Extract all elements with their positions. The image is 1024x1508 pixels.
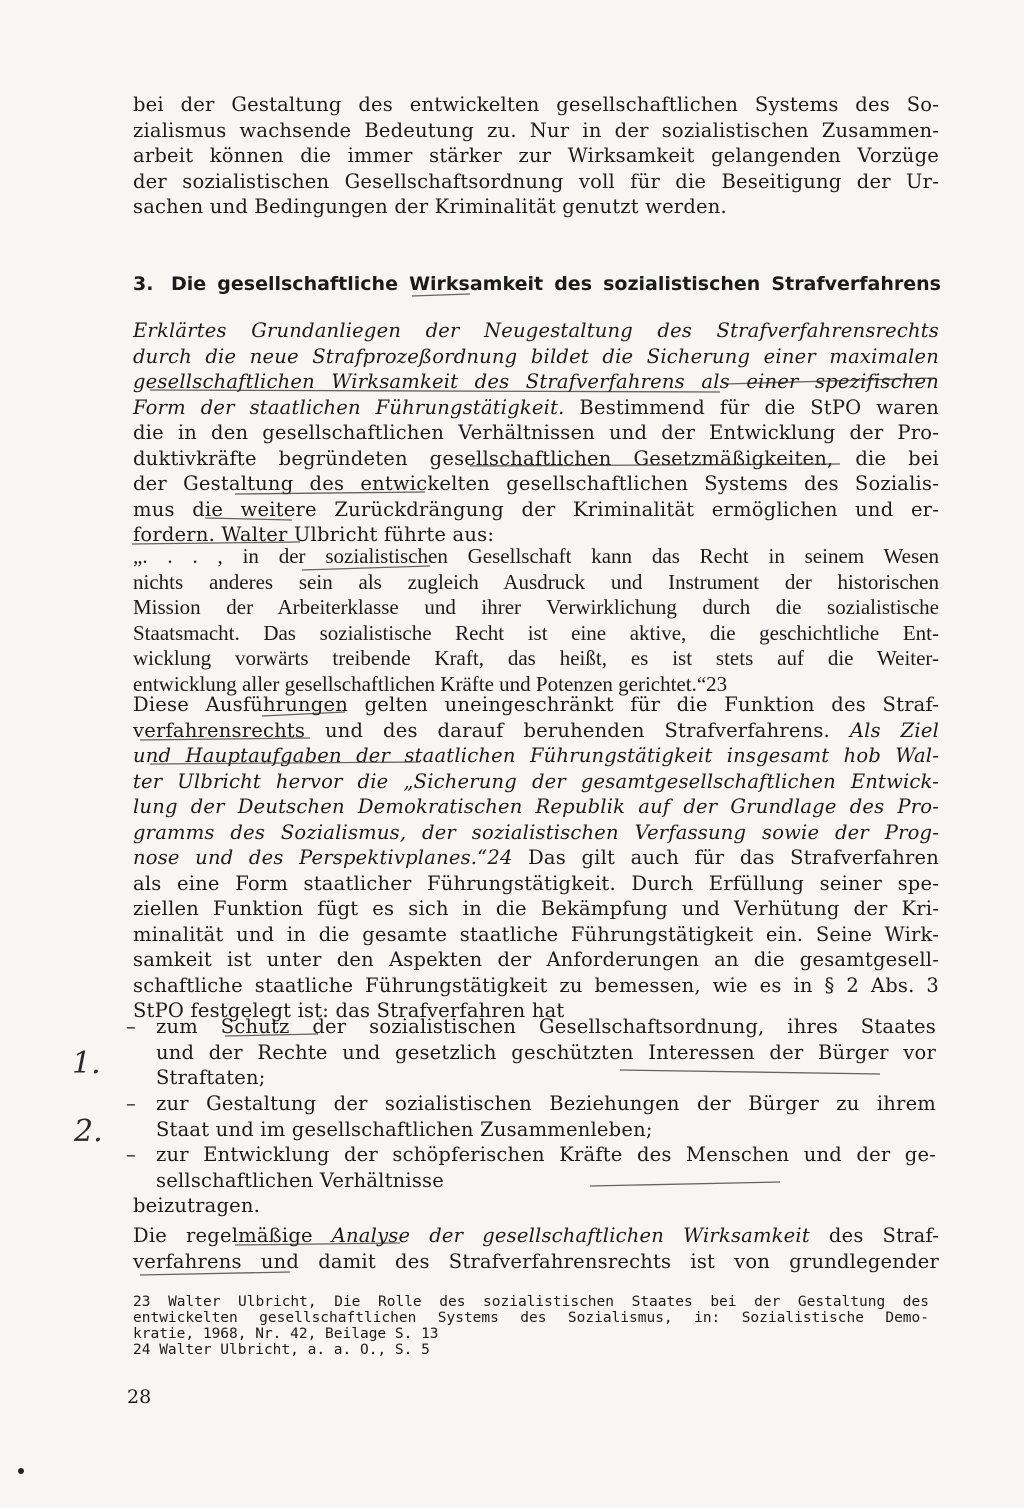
roman-span: verfahrensrechts und des darauf beruhenden Strafverfahrens. <box>133 718 850 742</box>
text-line: Straftaten; <box>156 1066 266 1089</box>
margin-note: 1. <box>72 1046 101 1081</box>
text-line: die in den gesellschaftlichen Verhältnissen und der Entwicklung der Pro- <box>133 421 939 444</box>
footnotes <box>133 1294 929 1358</box>
text-line: und der Rechte und gesetzlich geschützten Interessen der Bürger vor <box>156 1040 936 1064</box>
list-item <box>126 1091 940 1142</box>
section-heading <box>133 270 941 298</box>
text-line: zialismus wachsende Bedeutung zu. Nur in der sozialistischen Zusammen- <box>133 118 939 142</box>
dash-bullet: – <box>126 1143 136 1166</box>
text-line: verfahrens und damit des Strafverfahrensrechts ist von grundlegender <box>133 1249 939 1273</box>
text-line: fordern. Walter Ulbricht führte aus: <box>133 523 495 546</box>
quote-line: „. . . , in der sozialistischen Gesellschaft kann das Recht in seinem Wesen <box>133 544 939 568</box>
italic-span: Analyse der gesellschaftlichen Wirksamkeit <box>331 1224 810 1247</box>
quote-line: entwicklung aller gesellschaftlichen Kräfte und Potenzen gerichtet.“23 <box>133 671 728 696</box>
list-ending <box>133 1193 939 1219</box>
text-line: mus die weitere Zurückdrängung der Kriminalität ermöglichen und er- <box>133 497 939 521</box>
paragraph-1 <box>133 318 939 548</box>
text-line: samkeit ist unter den Aspekten der Anforderungen an die gesamtgesell- <box>133 948 939 971</box>
text-line: lung der Deutschen Demokratischen Republik auf der Grundlage des Pro- <box>133 795 939 818</box>
text-line: StPO festgelegt ist: das Strafverfahren hat <box>133 999 565 1022</box>
text-line: Erklärtes Grundanliegen der Neugestaltung des Strafverfahrensrechts <box>133 319 939 342</box>
text-line: und Hauptaufgaben der staatlichen Führungstätigkeit insgesamt hob Wal- <box>133 744 939 767</box>
paragraph-3 <box>133 1223 939 1274</box>
text-line: gramms des Sozialismus, der sozialistischen Verfassung sowie der Prog- <box>133 820 939 844</box>
text-line: zur Gestaltung der sozialistischen Beziehungen der Bürger zu ihrem <box>156 1092 936 1115</box>
quote-line: wicklung vorwärts treibende Kraft, das heißt, es ist stets auf die Weiter- <box>133 646 939 670</box>
text-line <box>133 1223 939 1249</box>
text-line: sellschaftlichen Verhältnisse <box>156 1168 444 1192</box>
text-line: ziellen Funktion fügt es sich in die Bekämpfung und Verhütung der Kri- <box>133 897 939 920</box>
roman-span: Das gilt auch für das Strafverfahren <box>512 846 939 869</box>
italic-span: Form der staatlichen Führungstätigkeit. <box>133 395 565 419</box>
italic-span: nose und des Perspektivplanes.“24 <box>133 846 513 869</box>
text-line: sachen und Bedingungen der Kriminalität genutzt werden. <box>133 195 727 218</box>
ink-dot <box>18 1468 24 1474</box>
text-line <box>133 718 939 744</box>
text-line: der Gestaltung des entwickelten gesellschaftlichen Systems des Sozialis- <box>133 472 939 495</box>
dash-bullet: – <box>126 1092 136 1115</box>
roman-span: des Straf- <box>809 1224 940 1247</box>
text-line: beizutragen. <box>133 1194 261 1217</box>
section-number: 3. <box>133 273 154 295</box>
text-line: duktivkräfte begründeten gesellschaftlichen Gesetzmäßigkeiten, die bei <box>133 446 939 470</box>
text-line: Staat und im gesellschaftlichen Zusammenleben; <box>156 1117 653 1141</box>
text-line <box>133 845 939 871</box>
dash-bullet: – <box>126 1015 136 1038</box>
text-line: schaftliche staatliche Führungstätigkeit zu bemessen, wie es in § 2 Abs. 3 <box>133 973 939 997</box>
footnote-line: 23 Walter Ulbricht, Die Rolle des sozialistischen Staates bei der Gestaltung des <box>133 1294 929 1310</box>
list-item <box>126 1142 940 1193</box>
section-title: Die gesellschaftliche Wirksamkeit des sozialistischen Strafverfahrens <box>171 273 941 295</box>
text-line: gesellschaftlichen Wirksamkeit des Strafverfahrens als einer spezifischen <box>133 370 939 393</box>
quote-line: Staatsmacht. Das sozialistische Recht ist eine aktive, die geschichtliche Ent- <box>133 620 939 645</box>
text-line: als eine Form staatlicher Führungstätigkeit. Durch Erfüllung seiner spe- <box>133 871 939 895</box>
paragraph-2 <box>133 692 939 1024</box>
italic-span: Als Ziel <box>849 718 940 742</box>
footnote-line: 24 Walter Ulbricht, a. a. O., S. 5 <box>133 1342 430 1358</box>
text-line: durch die neue Strafprozeßordnung bildet die Sicherung einer maximalen <box>133 344 939 368</box>
quote-line: nichts anderes sein als zugleich Ausdruck und Instrument der historischen <box>133 569 939 594</box>
text-line: arbeit können die immer stärker zur Wirksamkeit gelangenden Vorzüge <box>133 144 939 167</box>
roman-span: Die regelmäßige <box>133 1224 332 1247</box>
footnote-line: entwickelten gesellschaftlichen Systems des Sozialismus, in: Sozialistische Demo- <box>133 1310 929 1326</box>
text-line: bei der Gestaltung des entwickelten gesellschaftlichen Systems des So- <box>133 93 939 116</box>
text-line: Diese Ausführungen gelten uneingeschränkt für die Funktion des Straf- <box>133 693 939 716</box>
footnote-line: kratie, 1968, Nr. 42, Beilage S. 13 <box>133 1326 439 1342</box>
text-line: zum Schutz der sozialistischen Gesellschaftsordnung, ihres Staates <box>156 1015 936 1038</box>
page-number: 28 <box>127 1386 152 1408</box>
roman-span: Bestimmend für die StPO waren <box>564 395 939 419</box>
text-line <box>133 395 939 421</box>
text-line: zur Entwicklung der schöpferischen Kräfte des Menschen und der ge- <box>156 1143 936 1166</box>
list-item <box>126 1014 940 1091</box>
text-line: ter Ulbricht hervor die „Sicherung der gesamtgesellschaftlichen Entwick- <box>133 769 939 793</box>
quote-block <box>133 544 939 697</box>
intro-paragraph <box>133 92 939 220</box>
margin-note: 2. <box>74 1114 103 1149</box>
text-line: der sozialistischen Gesellschaftsordnung voll für die Beseitigung der Ur- <box>133 169 939 193</box>
quote-line: Mission der Arbeiterklasse und ihrer Verwirklichung durch die sozialistische <box>133 595 939 619</box>
text-line: minalität und in die gesamte staatliche Führungstätigkeit ein. Seine Wirk- <box>133 922 939 946</box>
